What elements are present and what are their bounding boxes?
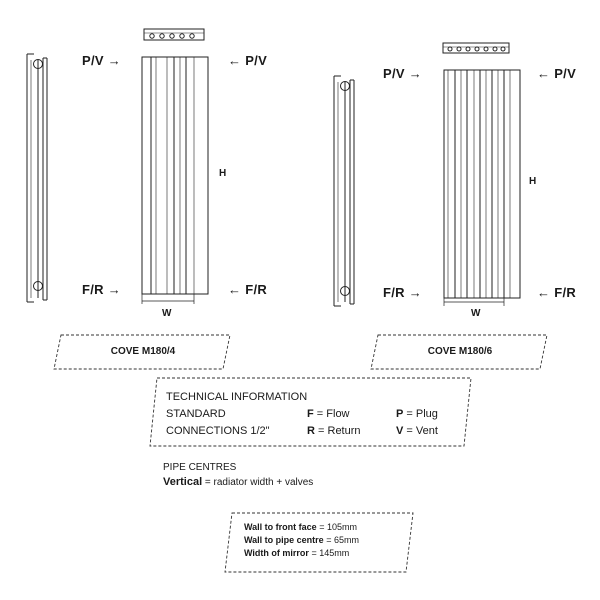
measurement-label: Wall to pipe centre [244, 535, 324, 545]
m180-6-height-label: H [529, 176, 537, 187]
m180-4-fr-left-label: F/R → [82, 282, 122, 297]
m180-6-pv-right-label: ← P/V [537, 66, 577, 81]
flow-key [307, 408, 350, 420]
measurement-value: = 145mm [311, 548, 350, 558]
pipe-centres-key: Vertical [163, 476, 203, 488]
plug-key-text: = Plug [406, 408, 438, 420]
measurement-value: = 65mm [326, 535, 359, 545]
m180-4-side-view [27, 54, 47, 302]
m180-4-front-view [142, 57, 208, 304]
return-key-letter: R [307, 425, 315, 437]
m180-4-height-label: H [219, 168, 227, 179]
flow-key-letter: F [307, 408, 314, 420]
m180-6-side-view [334, 76, 354, 306]
return-key-text: = Return [318, 425, 361, 437]
m180-6-fr-right-label: ← F/R [537, 285, 577, 300]
connections-label: CONNECTIONS 1/2" [166, 425, 270, 437]
measurements-list [244, 521, 359, 560]
pipe-centres-title: PIPE CENTRES [163, 462, 237, 473]
m180-6-top-view [443, 43, 509, 53]
vent-key [396, 425, 438, 437]
measurement-label: Width of mirror [244, 548, 309, 558]
technical-info-title: TECHNICAL INFORMATION [166, 391, 308, 403]
m180-4-pv-right-label: ← P/V [228, 53, 268, 68]
m180-6-pv-left-label: P/V → [383, 66, 423, 81]
m180-4-fr-right-label: ← F/R [228, 282, 268, 297]
m180-4-top-view [144, 29, 204, 40]
measurement-row-front-face [244, 521, 359, 534]
pipe-centres-text: = radiator width + valves [204, 477, 314, 488]
m180-4-pv-left-label: P/V → [82, 53, 122, 68]
return-key [307, 425, 361, 437]
pipe-centres-line [163, 476, 313, 488]
m180-4-model-label: COVE M180/4 [110, 346, 176, 357]
measurement-value: = 105mm [319, 522, 357, 532]
vent-key-letter: V [396, 425, 404, 437]
plug-key-letter: P [396, 408, 404, 420]
m180-6-model-label: COVE M180/6 [427, 346, 493, 357]
flow-key-text: = Flow [316, 408, 350, 420]
m180-4-width-label: W [162, 308, 172, 319]
m180-6-width-label: W [471, 308, 481, 319]
measurement-row-pipe-centre [244, 534, 359, 547]
plug-key [396, 408, 438, 420]
vent-key-text: = Vent [406, 425, 438, 437]
standard-label: STANDARD [166, 408, 226, 420]
measurement-label: Wall to front face [244, 522, 317, 532]
m180-6-front-view [444, 70, 520, 306]
m180-6-fr-left-label: F/R → [383, 285, 423, 300]
measurement-row-mirror-width [244, 547, 359, 560]
